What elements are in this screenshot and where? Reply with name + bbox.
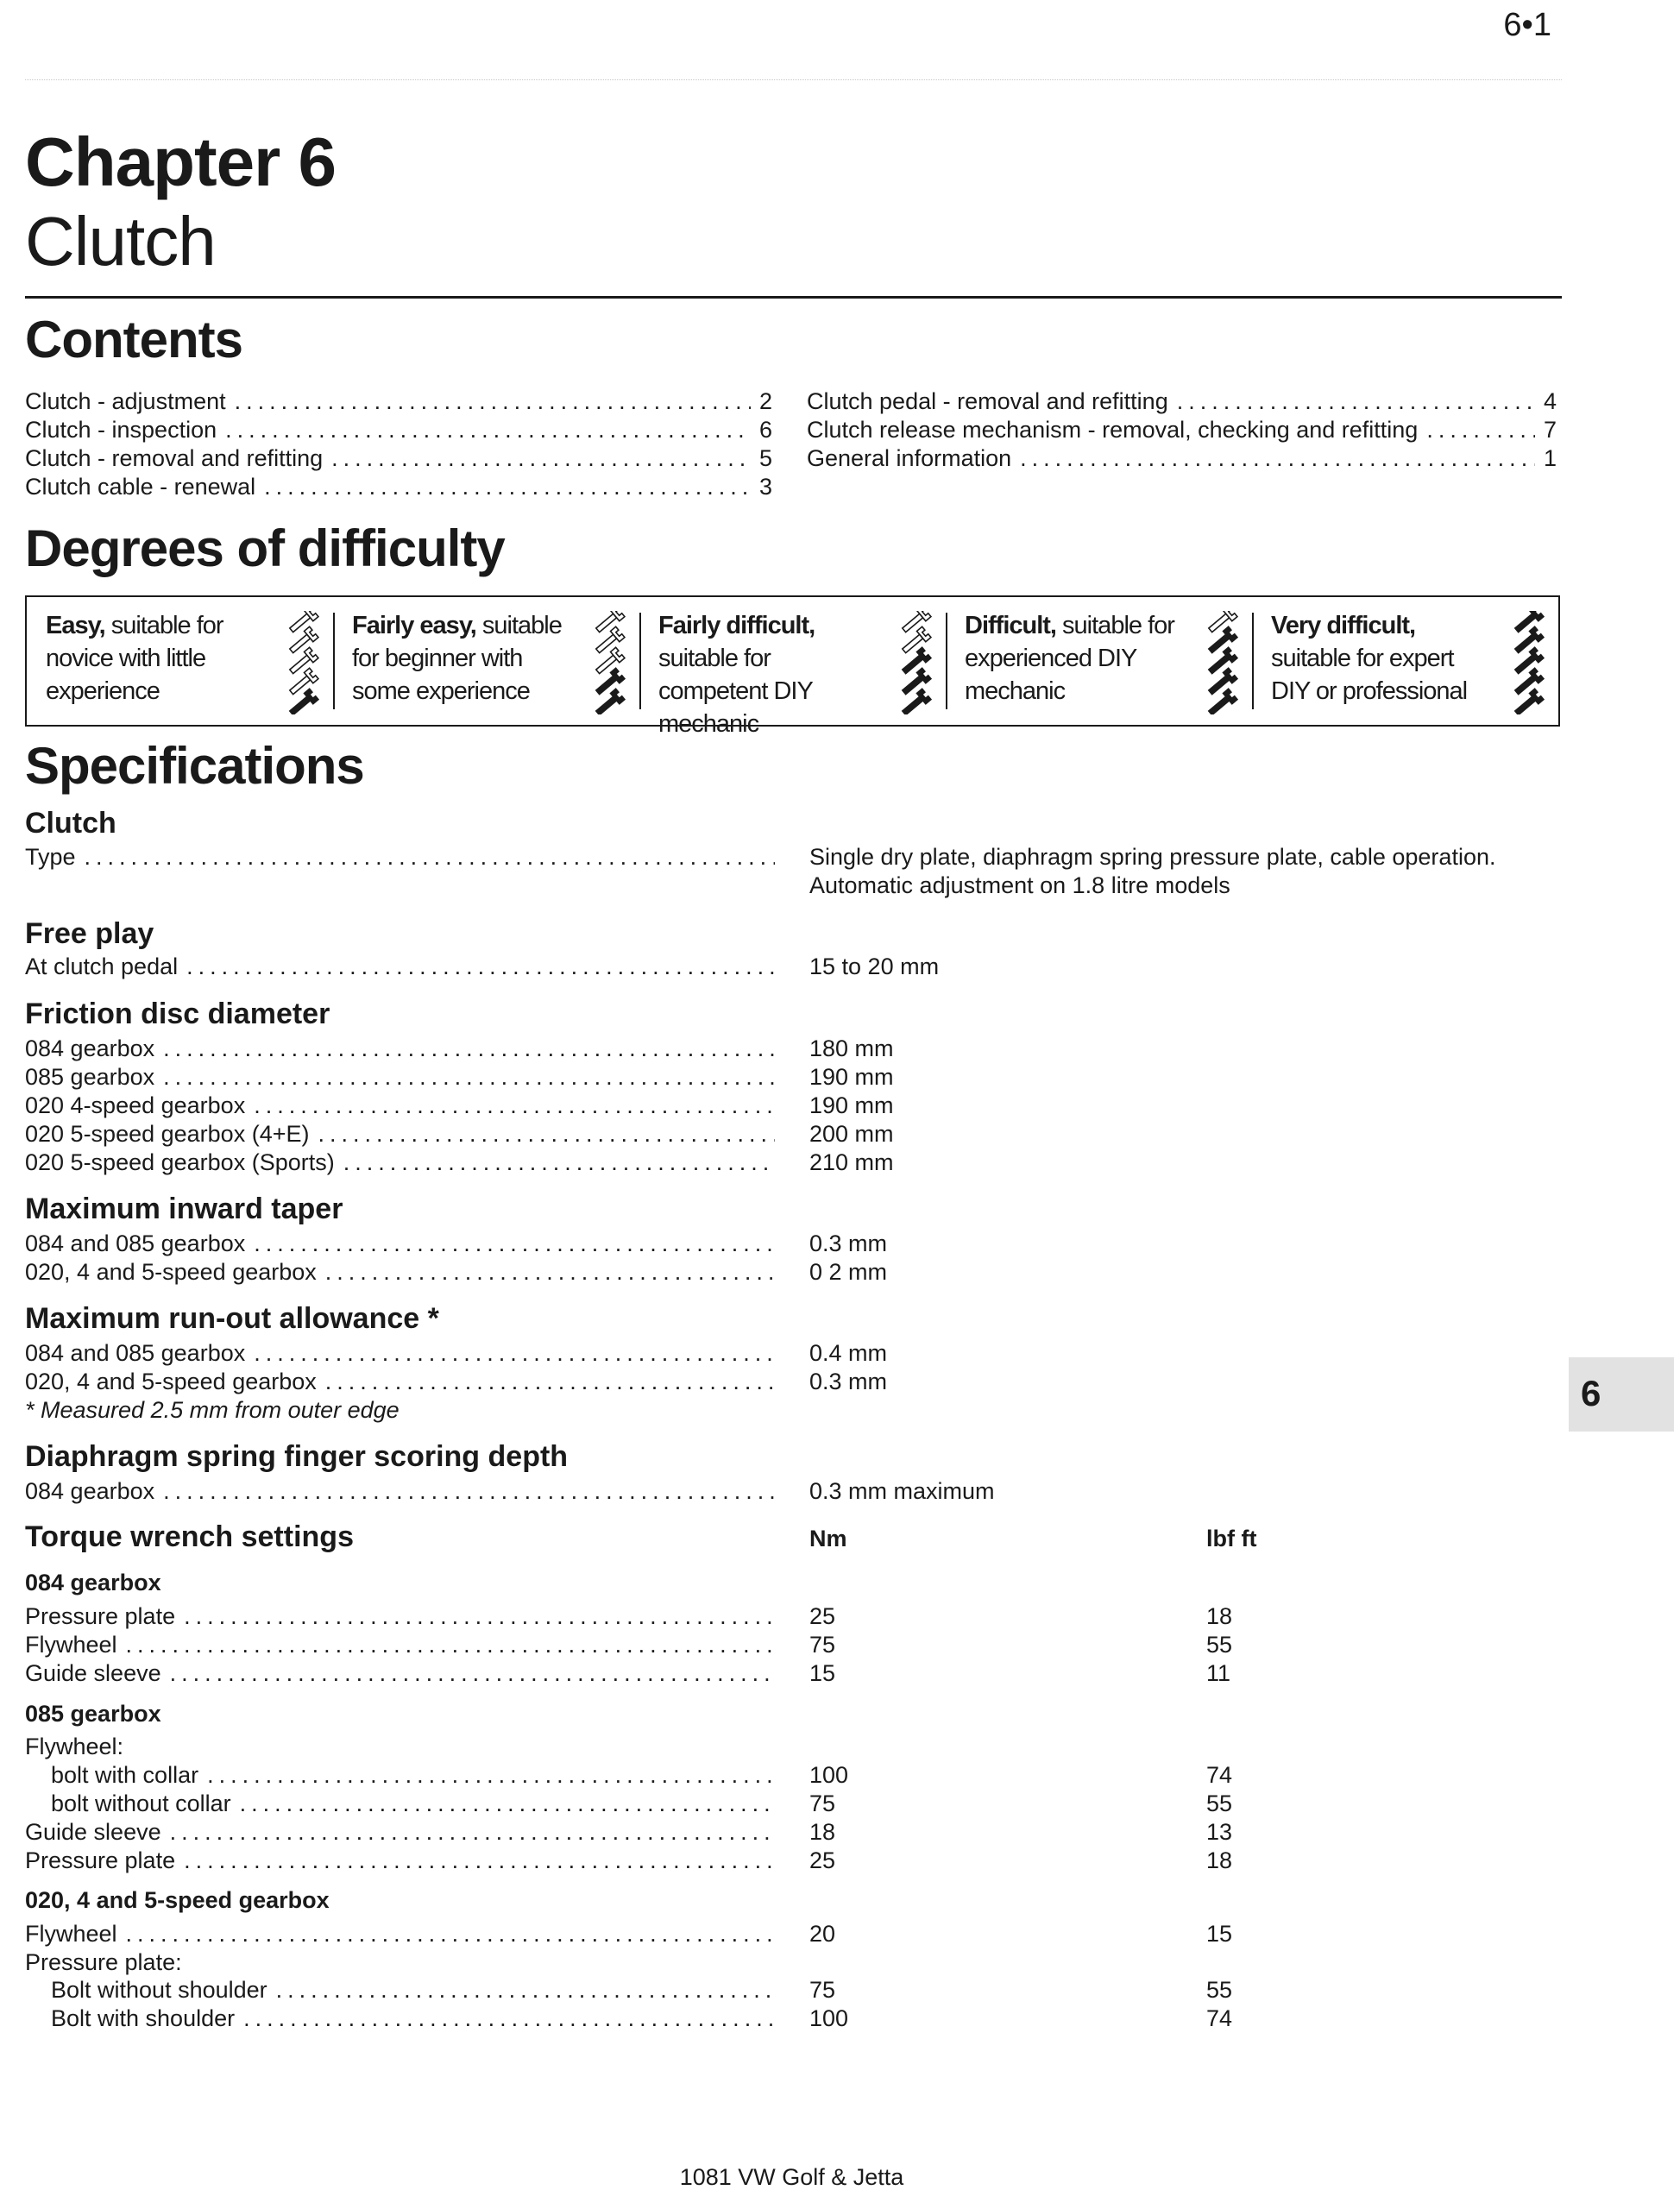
spec-row: [25, 1258, 775, 1287]
dot-leader: [85, 843, 775, 872]
spec-clutch-heading: Clutch: [25, 807, 116, 840]
spec-label: bolt with collar: [51, 1762, 199, 1788]
spec-free-play-heading: Free play: [25, 917, 154, 950]
spec-label: 085 gearbox: [25, 1064, 155, 1090]
specifications-heading: Specifications: [25, 737, 364, 795]
spec-label: Bolt with shoulder: [51, 2005, 236, 2031]
torque-nm-value: 100: [809, 1762, 849, 1788]
spec-label: 084 and 085 gearbox: [25, 1340, 246, 1366]
spec-label: Pressure plate: [25, 1603, 176, 1629]
spec-row: [25, 1063, 775, 1092]
spec-footnote: * Measured 2.5 mm from outer edge: [25, 1397, 400, 1423]
dot-leader: [276, 1976, 775, 2004]
torque-nm-value: 20: [809, 1921, 836, 1947]
contents-entry-section: 3: [758, 474, 772, 500]
dot-leader: [1177, 387, 1535, 416]
torque-lbf-value: 55: [1206, 1790, 1233, 1816]
spec-value: 200 mm: [809, 1121, 894, 1147]
spec-label: Bolt without shoulder: [51, 1977, 267, 2003]
torque-lbf-value: 13: [1206, 1819, 1233, 1845]
spec-value: 190 mm: [809, 1092, 894, 1118]
contents-entry[interactable]: [25, 416, 772, 444]
dot-leader: [170, 1818, 775, 1847]
torque-row: [51, 1790, 775, 1818]
torque-row: [51, 1761, 775, 1790]
spec-value: 0 2 mm: [809, 1259, 888, 1285]
spanner-rating-icon: [897, 611, 932, 714]
dot-leader: [126, 1920, 775, 1948]
spanner-outline-icon: [594, 611, 625, 635]
footer-title: 1081 VW Golf & Jetta: [679, 2164, 904, 2190]
difficulty-description: Fairly easy, suitable for beginner with some experience: [352, 612, 562, 705]
spec-inward-taper-heading: Maximum inward taper: [25, 1193, 343, 1225]
contents-entry-label: Clutch - inspection: [25, 417, 217, 443]
spec-label: 020 5-speed gearbox (4+E): [25, 1121, 310, 1147]
spec-value: 0.3 mm maximum: [809, 1478, 995, 1504]
spec-value: 0.4 mm: [809, 1340, 888, 1366]
dot-leader: [243, 2004, 775, 2033]
torque-nm-value: 75: [809, 1977, 836, 2003]
spec-row: [25, 1149, 775, 1177]
spec-value: Automatic adjustment on 1.8 litre models: [809, 872, 1230, 898]
difficulty-description: Difficult, suitable for experienced DIY mechanic: [965, 612, 1174, 705]
spec-row: [25, 1092, 775, 1120]
difficulty-description: Very difficult, suitable for expert DIY or professional: [1271, 612, 1468, 705]
spec-runout-heading: Maximum run-out allowance *: [25, 1302, 439, 1335]
contents-entry[interactable]: [807, 416, 1557, 444]
dot-leader: [325, 1368, 775, 1396]
spec-label: 020, 4 and 5-speed gearbox: [25, 1369, 317, 1394]
torque-row: [25, 1602, 775, 1631]
spec-label: bolt without collar: [51, 1790, 231, 1816]
dot-leader: [240, 1790, 775, 1818]
spec-label: 084 and 085 gearbox: [25, 1230, 246, 1256]
torque-row: [25, 1631, 775, 1659]
contents-entry[interactable]: [25, 444, 772, 473]
torque-nm-value: 15: [809, 1660, 836, 1686]
spanner-rating-icon: [285, 611, 319, 714]
spec-value: 180 mm: [809, 1035, 894, 1061]
dot-leader: [325, 1258, 775, 1287]
spec-value: 190 mm: [809, 1064, 894, 1090]
spec-label: 084 gearbox: [25, 1478, 155, 1504]
spec-value: 210 mm: [809, 1149, 894, 1175]
header-rule: [25, 79, 1562, 80]
spec-row: [25, 1339, 775, 1368]
spanner-rating-icon: [591, 611, 626, 714]
spec-label: 020, 4 and 5-speed gearbox: [25, 1259, 317, 1285]
contents-heading: Contents: [25, 311, 242, 368]
chapter-tab: [1569, 1357, 1674, 1432]
spec-row: [25, 843, 775, 872]
dot-leader: [254, 1092, 775, 1120]
contents-entry-section: 6: [758, 417, 772, 443]
torque-nm-value: 25: [809, 1847, 836, 1873]
torque-nm-value: 75: [809, 1632, 836, 1658]
spec-label: Guide sleeve: [25, 1660, 161, 1686]
contents-entry-label: Clutch - adjustment: [25, 388, 226, 414]
torque-row: [51, 2004, 775, 2033]
contents-entry-section: 4: [1543, 388, 1557, 414]
chapter-heading: [25, 123, 336, 280]
contents-entry-label: Clutch release mechanism - removal, checking and refitting: [807, 417, 1419, 443]
contents-entry-label: Clutch cable - renewal: [25, 474, 256, 500]
contents-entry[interactable]: [25, 387, 772, 416]
spanner-rating-icon: [1204, 611, 1238, 714]
spec-label: 084 gearbox: [25, 1035, 155, 1061]
dot-leader: [163, 1477, 775, 1506]
dot-leader: [254, 1230, 775, 1258]
torque-nm-value: 25: [809, 1603, 836, 1629]
torque-lbf-value: 18: [1206, 1603, 1233, 1629]
torque-column-nm: Nm: [809, 1526, 847, 1551]
torque-group-heading: 084 gearbox: [25, 1570, 161, 1595]
spec-label: Pressure plate: [25, 1847, 176, 1873]
dot-leader: [225, 416, 751, 444]
contents-entry[interactable]: [25, 473, 772, 501]
spec-label: Pressure plate:: [25, 1949, 182, 1975]
dot-leader: [184, 1602, 775, 1631]
spec-label: Flywheel:: [25, 1734, 124, 1759]
spanner-outline-icon: [287, 611, 318, 635]
difficulty-description: Easy, suitable for novice with little experience: [46, 612, 223, 705]
torque-row: [25, 1847, 775, 1875]
difficulty-level-easy: [27, 597, 333, 725]
spec-friction-disc-heading: Friction disc diameter: [25, 998, 330, 1030]
dot-leader: [264, 473, 751, 501]
dot-leader: [163, 1063, 775, 1092]
spec-row: [25, 1477, 775, 1506]
spec-row: [25, 1120, 775, 1149]
contents-entry-label: General information: [807, 445, 1012, 471]
chapter-number: Chapter 6: [25, 123, 336, 200]
dot-leader: [1426, 416, 1535, 444]
torque-row: [25, 1920, 775, 1948]
dot-leader: [1020, 444, 1535, 473]
torque-lbf-value: 74: [1206, 1762, 1233, 1788]
chapter-rule: [25, 296, 1562, 299]
dot-leader: [254, 1339, 775, 1368]
dot-leader: [184, 1847, 775, 1875]
spec-row: [25, 1035, 775, 1063]
torque-group-heading: 020, 4 and 5-speed gearbox: [25, 1887, 330, 1913]
dot-leader: [126, 1631, 775, 1659]
contents-entry-section: 5: [758, 445, 772, 471]
contents-entry-section: 7: [1543, 417, 1557, 443]
spec-label: Type: [25, 844, 76, 870]
spec-value: 0.3 mm: [809, 1369, 888, 1394]
spanner-outline-icon: [1206, 611, 1237, 635]
torque-lbf-value: 11: [1206, 1660, 1231, 1686]
torque-lbf-value: 15: [1206, 1921, 1233, 1947]
torque-row: [25, 1818, 775, 1847]
dot-leader: [343, 1149, 775, 1177]
spec-value: 0.3 mm: [809, 1230, 888, 1256]
contents-entry-section: 2: [758, 388, 772, 414]
torque-lbf-value: 74: [1206, 2005, 1233, 2031]
spec-label: Guide sleeve: [25, 1819, 161, 1845]
spec-label: Flywheel: [25, 1632, 117, 1658]
torque-lbf-value: 55: [1206, 1632, 1233, 1658]
contents-entry[interactable]: [807, 444, 1557, 473]
contents-entry-section: 1: [1543, 445, 1557, 471]
spec-torque-heading: Torque wrench settings: [25, 1520, 354, 1553]
difficulty-level-fairly-difficult: [639, 597, 946, 738]
spec-label: 020 4-speed gearbox: [25, 1092, 246, 1118]
spec-value: Single dry plate, diaphragm spring pressure plate, cable operation.: [809, 844, 1496, 870]
spec-diaphragm-heading: Diaphragm spring finger scoring depth: [25, 1440, 569, 1473]
spec-value: 15 to 20 mm: [809, 953, 940, 979]
dot-leader: [186, 953, 775, 981]
spec-row: [25, 1368, 775, 1396]
torque-nm-value: 100: [809, 2005, 849, 2031]
spec-label: 020 5-speed gearbox (Sports): [25, 1149, 335, 1175]
spanner-outline-icon: [900, 611, 931, 635]
difficulty-heading: Degrees of difficulty: [25, 519, 505, 577]
difficulty-level-very-difficult: [1252, 597, 1558, 725]
chapter-tab-label: 6: [1581, 1373, 1601, 1413]
difficulty-box: [25, 595, 1560, 738]
difficulty-level-fairly-easy: [333, 597, 639, 725]
torque-group-heading: 085 gearbox: [25, 1701, 161, 1727]
spanner-filled-icon: [1513, 611, 1544, 635]
spec-row: [25, 953, 775, 981]
torque-row: [51, 1976, 775, 2004]
torque-lbf-value: 18: [1206, 1847, 1233, 1873]
dot-leader: [170, 1659, 775, 1688]
contents-entry-label: Clutch pedal - removal and refitting: [807, 388, 1168, 414]
dot-leader: [331, 444, 751, 473]
spec-label: At clutch pedal: [25, 953, 179, 979]
spec-label: Flywheel: [25, 1921, 117, 1947]
difficulty-description: Fairly difficult, suitable for competent DIY mechanic: [658, 612, 815, 738]
difficulty-level-difficult: [946, 597, 1252, 725]
dot-leader: [163, 1035, 775, 1063]
torque-column-lbf-ft: lbf ft: [1206, 1526, 1257, 1551]
dot-leader: [235, 387, 751, 416]
torque-nm-value: 18: [809, 1819, 836, 1845]
spanner-rating-icon: [1510, 611, 1545, 714]
dot-leader: [318, 1120, 775, 1149]
spec-row: [25, 1230, 775, 1258]
chapter-title: Clutch: [25, 203, 216, 280]
torque-nm-value: 75: [809, 1790, 836, 1816]
contents-entry-label: Clutch - removal and refitting: [25, 445, 324, 471]
contents-entry[interactable]: [807, 387, 1557, 416]
torque-row: [25, 1659, 775, 1688]
dot-leader: [207, 1761, 775, 1790]
page-number: 6•1: [1503, 7, 1551, 43]
torque-lbf-value: 55: [1206, 1977, 1233, 2003]
